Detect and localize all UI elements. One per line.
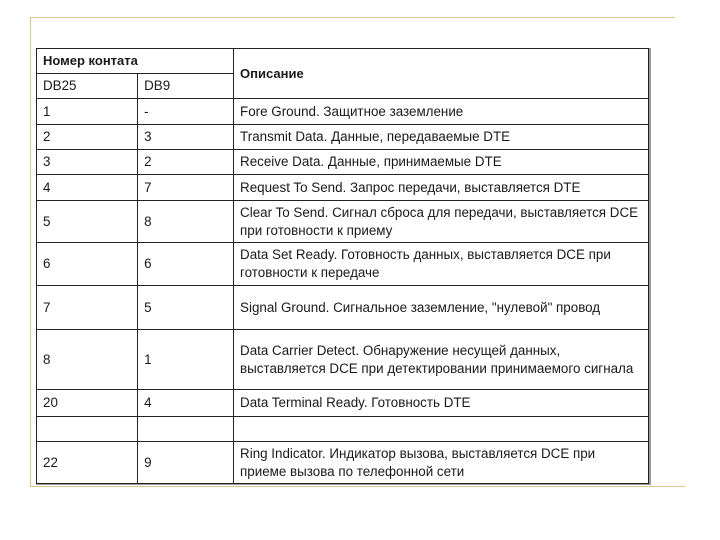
db9-cell: 5 [138,286,234,330]
db9-cell: 9 [138,442,234,484]
description-cell: Signal Ground. Сигнальное заземление, "нулевой" провод [234,286,649,330]
table-row [37,390,649,417]
table-shadow-right [649,48,651,485]
table-row [37,330,649,390]
description-cell: Receive Data. Данные, принимаемые DTE [234,150,649,175]
db9-cell [138,417,234,442]
db9-cell: - [138,99,234,125]
db25-cell: 6 [37,243,138,286]
pinout-table [36,48,649,484]
db9-cell: 3 [138,125,234,150]
description-cell [234,417,649,442]
description-cell: Data Set Ready. Готовность данных, выставляется DCE при готовности к передаче [234,243,649,286]
frame-bottom-line [30,486,685,487]
db9-cell: 6 [138,243,234,286]
db25-cell: 2 [37,125,138,150]
frame-top-line [30,17,675,18]
db9-header: DB9 [138,74,234,99]
frame-left-line [30,17,31,487]
db25-cell: 20 [37,390,138,417]
db25-header: DB25 [37,74,138,99]
table-row-empty [37,417,649,442]
contact-number-header: Номер контата [37,49,234,74]
db25-cell: 22 [37,442,138,484]
header-row-top [37,49,649,74]
description-cell: Data Carrier Detect. Обнаружение несущей данных, выставляется DCE при детектировании принимаемого сигнала [234,330,649,390]
description-cell: Fore Ground. Защитное заземление [234,99,649,125]
table-row [37,201,649,243]
db9-cell: 1 [138,330,234,390]
description-cell: Transmit Data. Данные, передаваемые DTE [234,125,649,150]
table-row [37,175,649,201]
table-row [37,243,649,286]
db25-cell [37,417,138,442]
table-row [37,125,649,150]
description-cell: Data Terminal Ready. Готовность DTE [234,390,649,417]
db25-cell: 7 [37,286,138,330]
db25-cell: 1 [37,99,138,125]
table-row [37,442,649,484]
db9-cell: 7 [138,175,234,201]
db9-cell: 8 [138,201,234,243]
description-cell: Request To Send. Запрос передачи, выставляется DTE [234,175,649,201]
table-row [37,150,649,175]
table-row [37,286,649,330]
description-header: Описание [234,49,649,99]
db25-cell: 3 [37,150,138,175]
description-cell: Ring Indicator. Индикатор вызова, выставляется DCE при приеме вызова по телефонной сети [234,442,649,484]
db9-cell: 4 [138,390,234,417]
description-cell: Clear To Send. Сигнал сброса для передачи, выставляется DCE при готовности к приему [234,201,649,243]
table-row [37,99,649,125]
db25-cell: 4 [37,175,138,201]
db9-cell: 2 [138,150,234,175]
db25-cell: 8 [37,330,138,390]
db25-cell: 5 [37,201,138,243]
